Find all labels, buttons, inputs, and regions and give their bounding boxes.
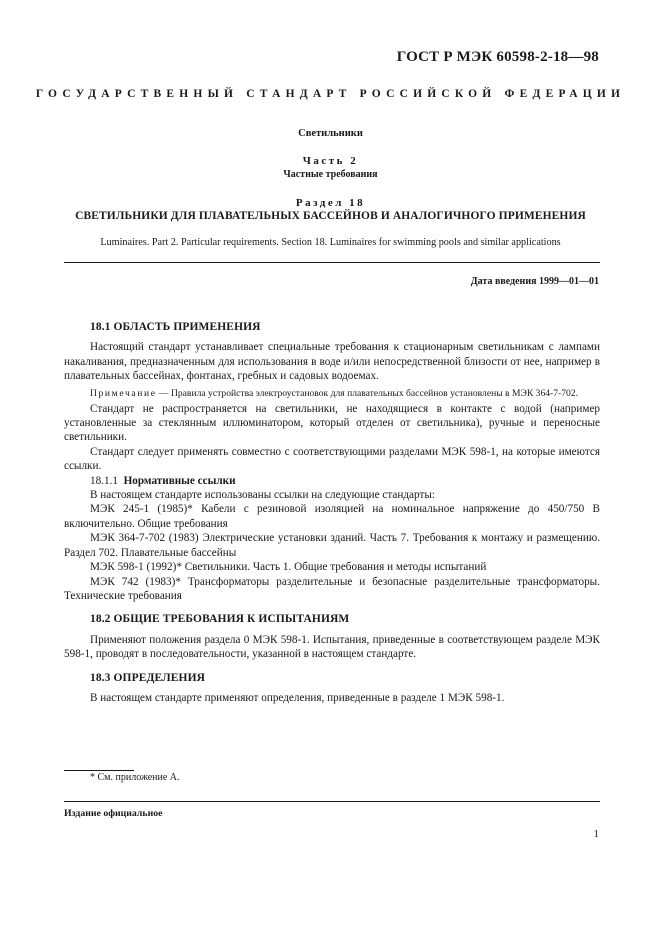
section-heading-definitions: 18.3 ОПРЕДЕЛЕНИЯ	[90, 671, 206, 684]
reference-item: МЭК 598-1 (1992)* Светильники. Часть 1. Общие требования и методы испытаний	[90, 561, 487, 574]
paragraph: Стандарт не распространяется на светильники, не находящиеся в контакте с водой (например установленные за стеклянным иллюминатором, который отделен от светильника), ручные и переносные светильники.	[64, 402, 600, 444]
reference-item: МЭК 364-7-702 (1983) Электрические установки зданий. Часть 7. Требования к монтажу и размещению. Раздел 702. Плавательные бассейны	[64, 532, 600, 559]
note	[64, 388, 600, 400]
introduction-date: Дата введения 1999—01—01	[470, 276, 599, 287]
document-code: ГОСТ Р МЭК 60598-2-18—98	[396, 49, 599, 65]
note-label: Примечание	[90, 387, 157, 399]
subsection-number: 18.1.1	[90, 474, 118, 487]
footer-divider	[64, 801, 600, 802]
section-heading-general-test-requirements: 18.2 ОБЩИЕ ТРЕБОВАНИЯ К ИСПЫТАНИЯМ	[90, 613, 350, 626]
paragraph: В настоящем стандарте применяют определения, приведенные в разделе 1 МЭК 598-1.	[90, 691, 505, 704]
standard-title: Светильники	[298, 128, 363, 139]
note-text: — Правила устройства электроустановок для плавательных бассейнов установлены в МЭК 364-7-702.	[156, 387, 579, 399]
page-number: 1	[593, 828, 599, 840]
subsection-title: Нормативные ссылки	[123, 474, 236, 487]
section-heading-scope: 18.1 ОБЛАСТЬ ПРИМЕНЕНИЯ	[90, 321, 261, 333]
state-standard-title: ГОСУДАРСТВЕННЫЙ СТАНДАРТ РОССИЙСКОЙ ФЕДЕРАЦИИ	[35, 88, 626, 100]
english-title: Luminaires. Part 2. Particular requirements. Section 18. Luminaires for swimming pools and similar applications	[100, 237, 561, 248]
section-label: Раздел 18	[295, 197, 366, 209]
reference-item: МЭК 742 (1983)* Трансформаторы разделительные и безопасные разделительные трансформаторы. Технические требования	[64, 575, 600, 602]
footnote-divider	[64, 770, 134, 771]
paragraph: Стандарт следует применять совместно с соответствующими разделами МЭК 598-1, на которые имеются ссылки.	[64, 445, 600, 473]
paragraph: Настоящий стандарт устанавливает специальные требования к стационарным светильникам с лампами накаливания, предназначенным для использования в воде и/или непосредственной близости от нее, например в плавательных бассейнах, фонтанах, гребных и садовых водоемах.	[64, 341, 600, 383]
paragraph: В настоящем стандарте использованы ссылки на следующие стандарты:	[90, 489, 435, 502]
subsection-heading	[64, 474, 600, 488]
part-title: Часть 2	[302, 155, 359, 167]
paragraph: Применяют положения раздела 0 МЭК 598-1. Испытания, приведенные в соответствующем разделе МЭК 598-1, проводят в последовательности, указанной в настоящем стандарте.	[64, 633, 600, 661]
part-subtitle: Частные требования	[283, 169, 378, 180]
document-body	[64, 320, 600, 705]
header-divider	[64, 262, 600, 263]
reference-item: МЭК 245-1 (1985)* Кабели с резиновой изоляцией на номинальное напряжение до 450/750 В включительно. Общие требования	[64, 503, 600, 530]
edition-label: Издание официальное	[64, 808, 163, 819]
section-title: СВЕТИЛЬНИКИ ДЛЯ ПЛАВАТЕЛЬНЫХ БАССЕЙНОВ И АНАЛОГИЧНОГО ПРИМЕНЕНИЯ	[75, 210, 586, 222]
footnote: * См. приложение А.	[90, 772, 180, 783]
